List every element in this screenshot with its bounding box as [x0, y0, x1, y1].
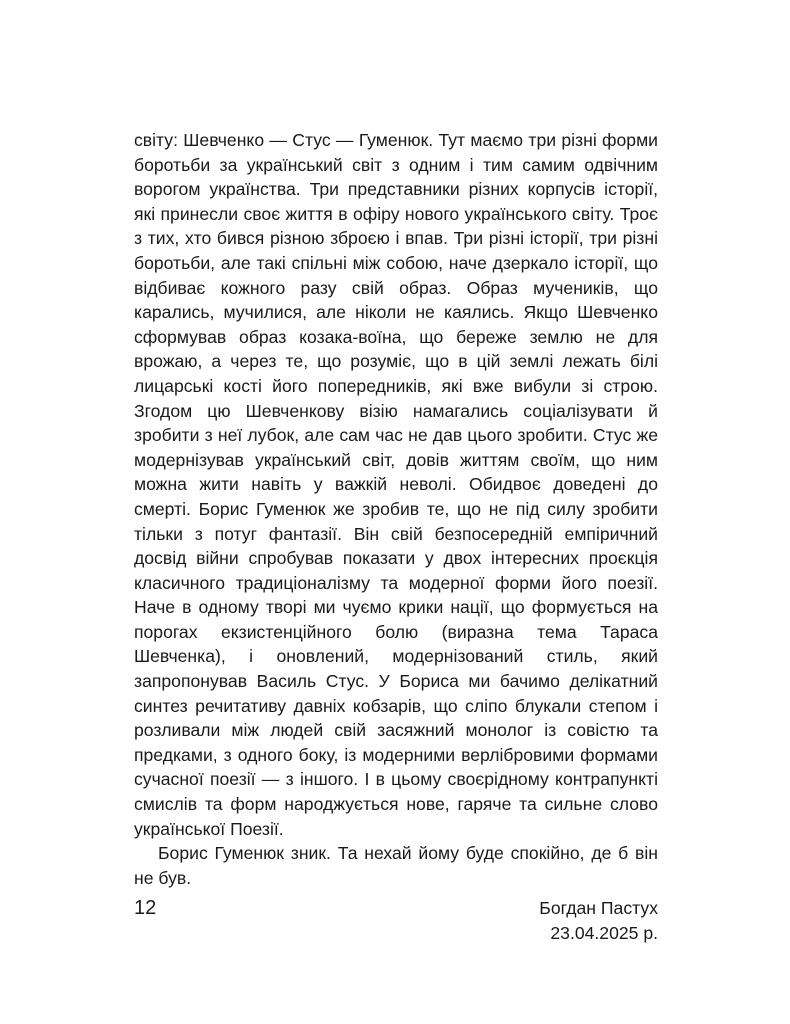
signature-author: Богдан Пастух — [539, 898, 658, 919]
signature-block — [134, 896, 658, 945]
signature-date: 23.04.2025 р. — [550, 923, 658, 943]
paragraph-main: світу: Шевченко — Стус — Гуменюк. Тут маємо три різні форми боротьби за український світ з одним і тим самим одвічним ворогом українства. Три представники різних корпусів історії, які принесли своє життя в офіру нового українського світу. Троє з тих, хто бився різною зброєю і впав. Три різні історії, три різні боротьби, але такі спільні між собою, наче дзеркало історії, що відбиває кожного разу свій образ. Образ мучеників, що карались, мучилися, але ніколи не каялись. Якщо Шевченко сформував образ козака-воїна, що береже землю не для врожаю, а через те, що розуміє, що в цій землі лежать білі лицарські кості його попередників, які вже вибули зі строю. Згодом цю Шевченкову візію намагались соціалізувати й зробити з неї лубок, але сам час не дав цього зробити. Стус же модернізував український світ, довів життям своїм, що ним можна жити навіть у важкій неволі. Обидвоє доведені до смерті. Борис Гуменюк же зробив те, що не під силу зробити тільки з потуг фантазії. Він свій безпосередній емпіричний досвід війни спробував показати у двох інтересних проєкція класичного традиціоналізму та модерної форми його поезії. Наче в одному творі ми чуємо крики нації, що формується на порогах екзистенційного болю (виразна тема Тараса Шевченка), і оновлений, модернізований стиль, який запропонував Василь Стус. У Бориса ми бачимо делікатний синтез речитативу давніх кобзарів, що сліпо блукали степом і розливали між людей свій засяжний монолог із совістю та предками, з одного боку, із модерними верлібровими формами сучасної поезії — з іншого. І в цьому своєрідному контрапункті смислів та форм народжується нове, гаряче та сильне слово української Поезії. — [134, 130, 658, 839]
paragraph-closing: Борис Гуменюк зник. Та нехай йому буде спокійно, де б він не був. — [134, 843, 658, 888]
page-number: 12 — [134, 897, 157, 919]
page-body — [134, 128, 658, 946]
